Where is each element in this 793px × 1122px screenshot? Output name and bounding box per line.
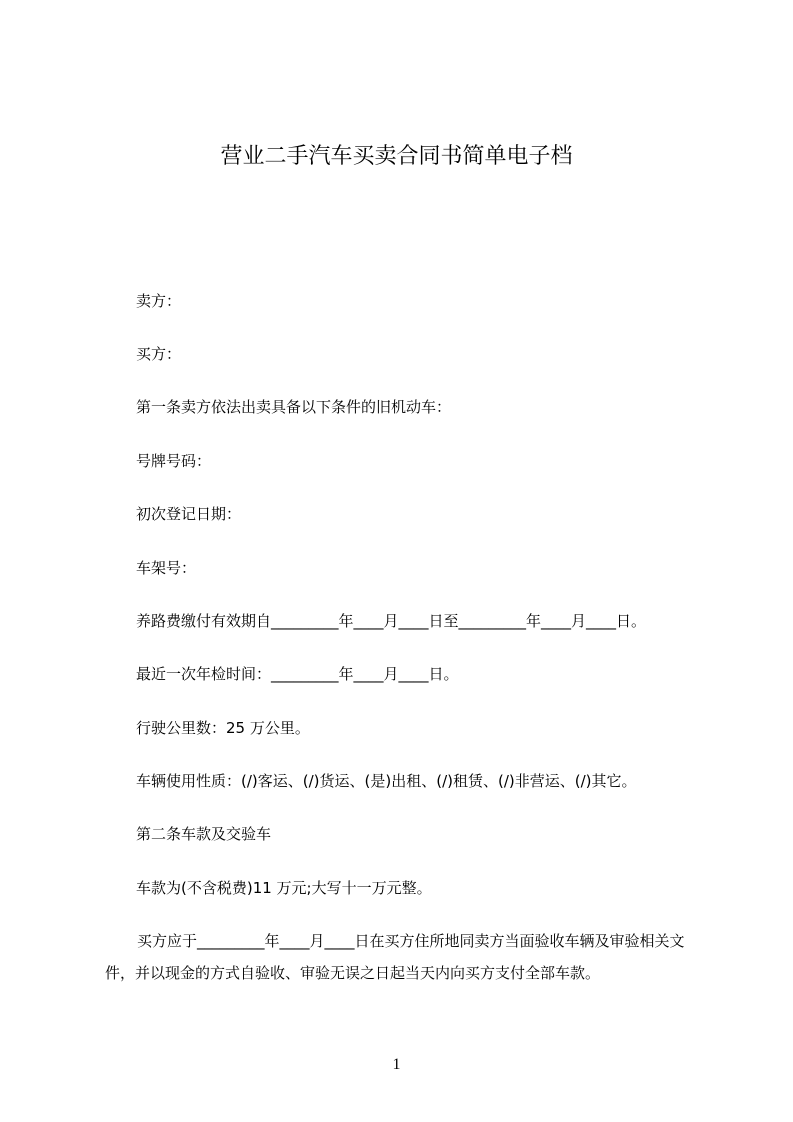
page-number: 1 <box>392 1056 401 1073</box>
buyer-line: 买方： <box>136 345 182 363</box>
article-2-heading: 第二条车款及交验车 <box>136 825 272 843</box>
price-line: 车款为(不含税费)11 万元;大写十一万元整。 <box>136 879 432 897</box>
seller-line: 卖方： <box>136 292 182 310</box>
frame-number-line: 车架号： <box>136 559 197 577</box>
annual-inspection-line: 最近一次年检时间：_________年____月____日。 <box>136 665 459 683</box>
inspection-payment-paragraph: 买方应于_________年____月____日在买方住所地同卖方当面验收车辆及审验相关文件，并以现金的方式自验收、审验无误之日起当天内向买方支付全部车款。 <box>105 932 685 982</box>
first-registration-date-line: 初次登记日期： <box>136 505 242 523</box>
mileage-line: 行驶公里数：25 万公里。 <box>136 719 310 737</box>
plate-number-line: 号牌号码： <box>136 452 212 470</box>
road-fee-validity-line: 养路费缴付有效期自_________年____月____日至_________年____月____日。 <box>136 612 647 630</box>
vehicle-usage-line: 车辆使用性质：(/)客运、(/)货运、(是)出租、(/)租赁、(/)非营运、(/)其它。 <box>136 772 637 790</box>
document-title: 营业二手汽车买卖合同书简单电子档 <box>220 144 573 169</box>
article-1-heading: 第一条卖方依法出卖具备以下条件的旧机动车： <box>136 398 452 416</box>
